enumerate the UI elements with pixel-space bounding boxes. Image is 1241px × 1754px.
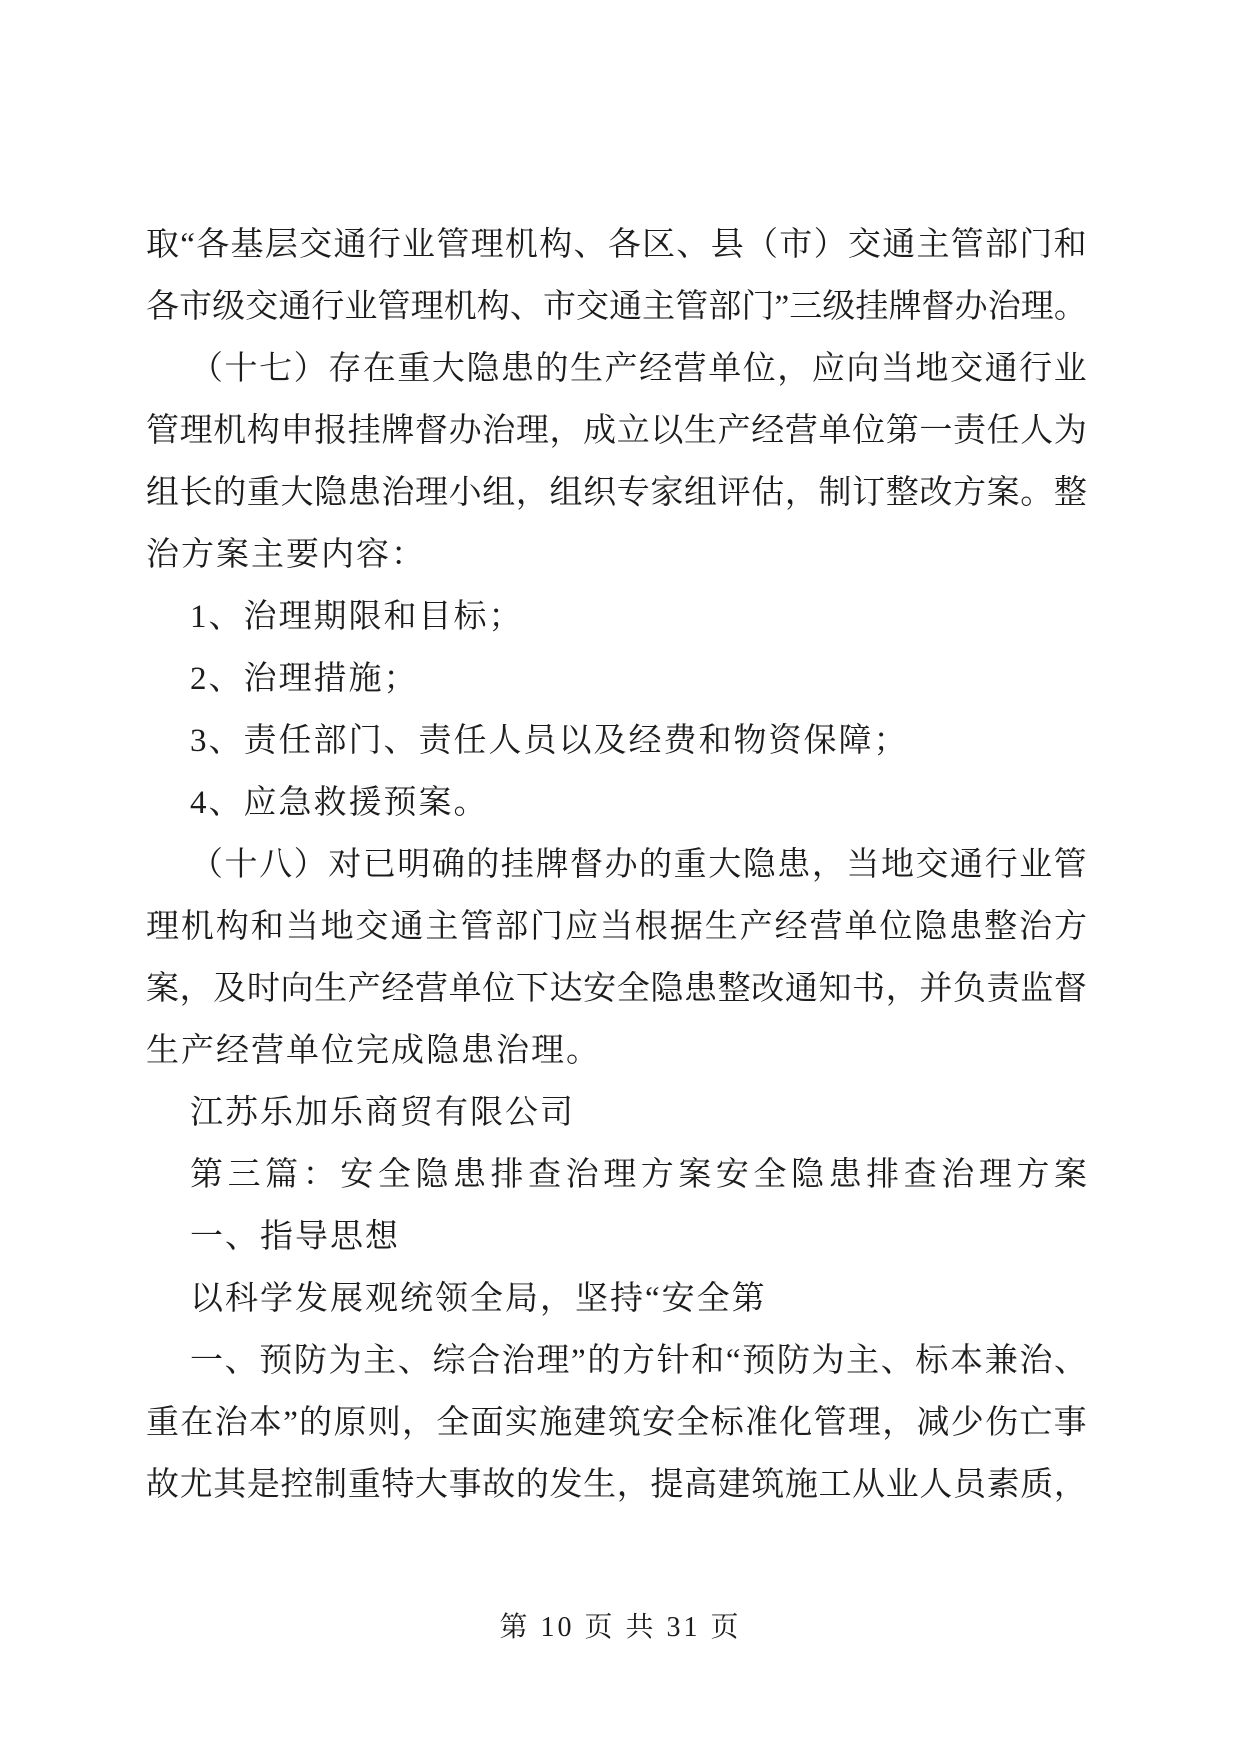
document-body bbox=[146, 214, 1087, 1516]
text-line: 重 在 治 本 ” 的 原 则 ， 全 面 实 施 建 筑 安 全 标 准 化 管 理 ， 减 少 伤 亡 事 bbox=[146, 1405, 1087, 1441]
list-item: 2、治理措施； bbox=[190, 661, 419, 697]
text-line: 以科学发展观统领全局，坚持“安全第 bbox=[190, 1281, 767, 1317]
section-heading: 一、指导思想 bbox=[190, 1219, 400, 1255]
list-item: 3、责任部门、责任人员以及经费和物资保障； bbox=[190, 723, 909, 759]
text-line: 各 市 级 交 通 行 业 管 理 机 构 、 市 交 通 主 管 部 门 ” 三 级 挂 牌 督 办 治 理 。 bbox=[146, 289, 1087, 325]
section-title: 第 三 篇 ： 安 全 隐 患 排 查 治 理 方 案 安 全 隐 患 排 查 治 理 方 案 bbox=[190, 1157, 1087, 1193]
text-line: 取 “ 各 基 层 交 通 行 业 管 理 机 构 、 各 区 、 县 （ 市 ） 交 通 主 管 部 门 和 bbox=[146, 227, 1087, 263]
text-line: 管 理 机 构 申 报 挂 牌 督 办 治 理 ， 成 立 以 生 产 经 营 单 位 第 一 责 任 人 为 bbox=[146, 413, 1087, 449]
text-line: 故 尤 其 是 控 制 重 特 大 事 故 的 发 生 ， 提 高 建 筑 施 工 从 业 人 员 素 质 ， bbox=[146, 1467, 1087, 1503]
text-line: （ 十 七 ） 存 在 重 大 隐 患 的 生 产 经 营 单 位 ， 应 向 当 地 交 通 行 业 bbox=[190, 351, 1087, 387]
text-line: 治方案主要内容： bbox=[146, 537, 426, 573]
text-line: 生产经营单位完成隐患治理。 bbox=[146, 1033, 601, 1069]
text-line: 案 ， 及 时 向 生 产 经 营 单 位 下 达 安 全 隐 患 整 改 通 知 书 ， 并 负 责 监 督 bbox=[146, 971, 1087, 1007]
text-line: 理 机 构 和 当 地 交 通 主 管 部 门 应 当 根 据 生 产 经 营 单 位 隐 患 整 治 方 bbox=[146, 909, 1087, 945]
list-item: 1、治理期限和目标； bbox=[190, 599, 524, 635]
list-item: 4、应急救援预案。 bbox=[190, 785, 489, 821]
text-line: 一 、 预 防 为 主 、 综 合 治 理 ” 的 方 针 和 “ 预 防 为 主 、 标 本 兼 治 、 bbox=[190, 1343, 1087, 1379]
text-line: （ 十 八 ） 对 已 明 确 的 挂 牌 督 办 的 重 大 隐 患 ， 当 地 交 通 行 业 管 bbox=[190, 847, 1087, 883]
text-line: 江苏乐加乐商贸有限公司 bbox=[190, 1095, 575, 1131]
page-footer: 第 10 页 共 31 页 bbox=[499, 1612, 742, 1643]
text-line: 组 长 的 重 大 隐 患 治 理 小 组 ， 组 织 专 家 组 评 估 ， 制 订 整 改 方 案 。 整 bbox=[146, 475, 1087, 511]
